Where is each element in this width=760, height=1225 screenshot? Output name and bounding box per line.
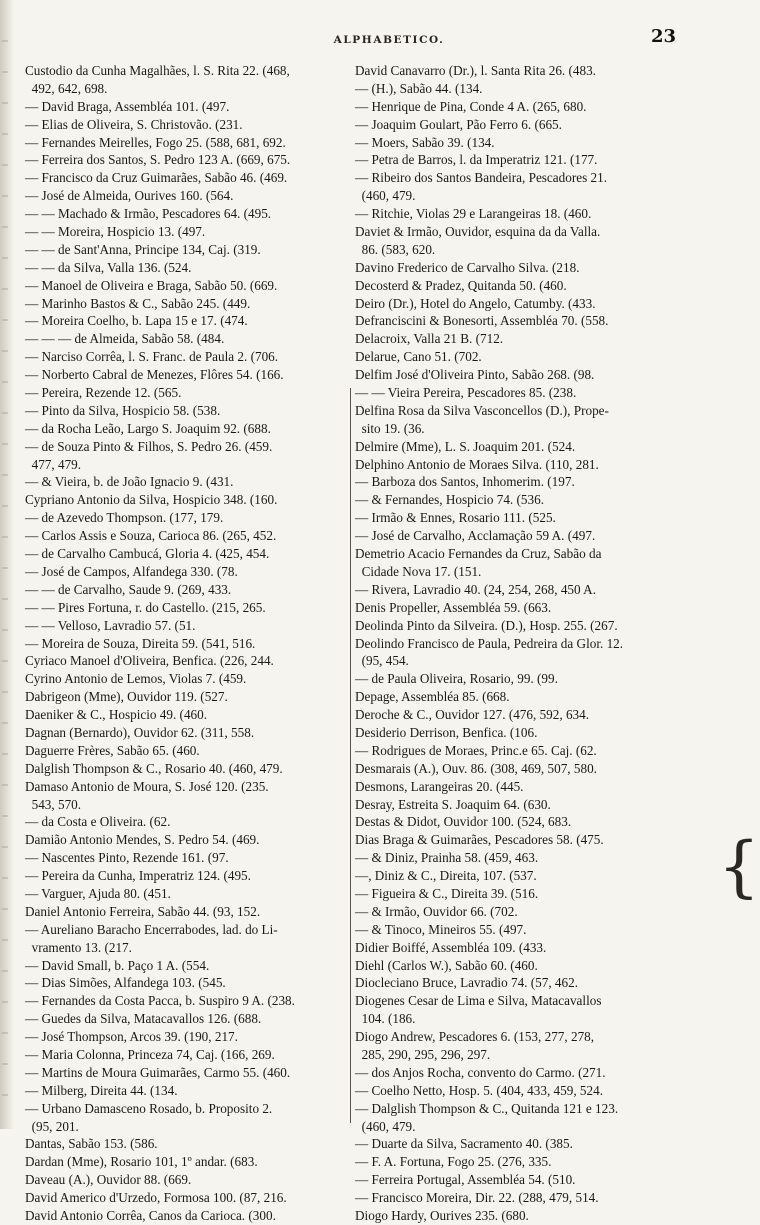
directory-entry-line: — José de Carvalho, Acclamação 59 A. (497. (355, 528, 596, 544)
directory-entry-line: Daviet & Irmão, Ouvidor, esquina da da Valla. (355, 224, 601, 240)
directory-entry-line: — José Thompson, Arcos 39. (190, 217. (25, 1029, 238, 1045)
directory-entry-line: — Francisco da Cruz Guimarães, Sabão 46. (469. (25, 170, 288, 186)
directory-entry-line: Dardan (Mme), Rosario 101, 1º andar. (683. (25, 1154, 258, 1170)
directory-entry-line: Dias Braga & Guimarães, Pescadores 58. (475. (355, 832, 604, 848)
directory-entry-line: Denis Propeller, Assembléa 59. (663. (355, 599, 552, 615)
directory-entry-line: — — da Silva, Valla 136. (524. (25, 259, 192, 275)
directory-entry-line: Delarue, Cano 51. (702. (355, 349, 482, 365)
directory-entry-line: Desray, Estreita S. Joaquim 64. (630. (355, 796, 551, 812)
directory-entry-line: Desiderio Derrison, Benfica. (106. (355, 724, 538, 740)
directory-entry-line: — & Fernandes, Hospicio 74. (536. (355, 492, 544, 508)
directory-entry-line: — — Machado & Irmão, Pescadores 64. (495. (25, 206, 272, 222)
directory-entry-line: — José de Campos, Alfandega 330. (78. (25, 563, 238, 579)
running-title: ALPHABETICO. (333, 34, 445, 46)
directory-entry-line: sito 19. (36. (355, 420, 425, 436)
directory-entry-line: Deroche & C., Ouvidor 127. (476, 592, 634. (355, 707, 590, 723)
directory-entry-line: — Moreira Coelho, b. Lapa 15 e 17. (474. (25, 313, 248, 329)
margin-brace-mark: { (718, 828, 760, 905)
right-column (355, 62, 690, 1225)
page-header (24, 26, 684, 56)
directory-entry-line: — — Moreira, Hospicio 13. (497. (25, 224, 206, 240)
directory-entry-line: — da Rocha Leão, Largo S. Joaquim 92. (688. (25, 420, 271, 436)
directory-entry-line: — Guedes da Silva, Matacavallos 126. (688. (25, 1011, 262, 1027)
directory-entry-line: Daguerre Frères, Sabão 65. (460. (25, 742, 200, 758)
directory-entry-line: 86. (583, 620. (355, 241, 436, 257)
directory-entry-line: Daniel Antonio Ferreira, Sabão 44. (93, 152. (25, 903, 261, 919)
directory-entry-line: — Pinto da Silva, Hospicio 58. (538. (25, 402, 221, 418)
directory-entry-line: Depage, Assembléa 85. (668. (355, 689, 510, 705)
directory-entry-line: — — de Carvalho, Saude 9. (269, 433. (25, 581, 232, 597)
directory-entry-line: Defranciscini & Bonesorti, Assembléa 70. (558. (355, 313, 609, 329)
column-divider (350, 388, 351, 1123)
directory-entry-line: — (H.), Sabão 44. (134. (355, 80, 483, 96)
directory-entry-line: — Moers, Sabão 39. (134. (355, 134, 495, 150)
directory-entry-line: — & Vieira, b. de João Ignacio 9. (431. (25, 474, 234, 490)
directory-entry-line: Damião Antonio Mendes, S. Pedro 54. (469. (25, 832, 260, 848)
directory-entry-line: — Manoel de Oliveira e Braga, Sabão 50. (669. (25, 277, 278, 293)
directory-entry-line: — Ritchie, Violas 29 e Larangeiras 18. (460. (355, 206, 592, 222)
directory-entry-line: 543, 570. (25, 796, 82, 812)
directory-entry-line: — Ribeiro dos Santos Bandeira, Pescadores 21. (355, 170, 607, 186)
directory-entry-line: Delmire (Mme), L. S. Joaquim 201. (524. (355, 438, 576, 454)
directory-entry-line: Daeniker & C., Hospicio 49. (460. (25, 707, 208, 723)
directory-entry-line: Destas & Didot, Ouvidor 100. (524, 683. (355, 814, 572, 830)
directory-entry-line: — Rivera, Lavradio 40. (24, 254, 268, 450 A. (355, 581, 596, 597)
directory-entry-line: (460, 479. (355, 1118, 416, 1134)
directory-entry-line: — Joaquim Goulart, Pão Ferro 6. (665. (355, 116, 562, 132)
directory-entry-line: 104. (186. (355, 1011, 416, 1027)
directory-entry-line: — Moreira de Souza, Direita 59. (541, 516. (25, 635, 256, 651)
directory-entry-line: David Antonio Corrêa, Canos da Carioca. (300. (25, 1208, 276, 1223)
directory-entry-line: Damaso Antonio de Moura, S. José 120. (235. (25, 778, 269, 794)
directory-entry-line: — & Tinoco, Mineiros 55. (497. (355, 921, 527, 937)
directory-entry-line: — Dias Simões, Alfandega 103. (545. (25, 975, 226, 991)
directory-entry-line: 492, 642, 698. (25, 80, 108, 96)
directory-entry-line: Diogo Hardy, Ourives 235. (680. (355, 1208, 529, 1223)
directory-entry-line: Diogo Andrew, Pescadores 6. (153, 277, 278, (355, 1029, 595, 1045)
directory-entry-line: Desmons, Larangeiras 20. (445. (355, 778, 524, 794)
directory-entry-line: — de Souza Pinto & Filhos, S. Pedro 26. (459. (25, 438, 273, 454)
directory-entry-line: — Urbano Damasceno Rosado, b. Proposito 2. (25, 1100, 273, 1116)
directory-entry-line: — Coelho Netto, Hosp. 5. (404, 433, 459, 524. (355, 1082, 603, 1098)
directory-entry-line: Delphino Antonio de Moraes Silva. (110, 281. (355, 456, 599, 472)
directory-entry-line: — Nascentes Pinto, Rezende 161. (97. (25, 850, 229, 866)
directory-entry-line: — de Azevedo Thompson. (177, 179. (25, 510, 224, 526)
directory-entry-line: — Varguer, Ajuda 80. (451. (25, 885, 171, 901)
directory-entry-line: — Petra de Barros, l. da Imperatriz 121. (177. (355, 152, 598, 168)
directory-entry-line: — — Vieira Pereira, Pescadores 85. (238. (355, 385, 577, 401)
directory-entry-line: — Fernandes Meirelles, Fogo 25. (588, 681, 692. (25, 134, 286, 150)
directory-entry-line: Didier Boiffé, Assembléa 109. (433. (355, 939, 547, 955)
directory-entry-line: — Figueira & C., Direita 39. (516. (355, 885, 539, 901)
directory-entry-line: David Americo d'Urzedo, Formosa 100. (87, 216. (25, 1190, 287, 1206)
directory-entry-line: 477, 479. (25, 456, 82, 472)
directory-entry-line: Daveau (A.), Ouvidor 88. (669. (25, 1172, 192, 1188)
directory-entry-line: — Narciso Corrêa, l. S. Franc. de Paula 2. (706. (25, 349, 279, 365)
directory-entry-line: — — Pires Fortuna, r. do Castello. (215, 265. (25, 599, 266, 615)
directory-entry-line: — Fernandes da Costa Pacca, b. Suspiro 9 A. (238. (25, 993, 295, 1009)
directory-entry-line: — Maria Colonna, Princeza 74, Caj. (166, 269. (25, 1046, 275, 1062)
directory-entry-line: Deolindo Francisco de Paula, Pedreira da Glor. 12. (355, 635, 624, 651)
directory-entry-line: — Martins de Moura Guimarães, Carmo 55. (460. (25, 1064, 291, 1080)
directory-entry-line: Dalglish Thompson & C., Rosario 40. (460, 479. (25, 760, 283, 776)
directory-entry-line: — Pereira da Cunha, Imperatriz 124. (495. (25, 868, 251, 884)
directory-entry-line: — de Paula Oliveira, Rosario, 99. (99. (355, 671, 558, 687)
directory-entry-line: — Henrique de Pina, Conde 4 A. (265, 680. (355, 98, 587, 114)
directory-entry-line: Deiro (Dr.), Hotel do Angelo, Catumby. (433. (355, 295, 596, 311)
directory-entry-line: — & Diniz, Prainha 58. (459, 463. (355, 850, 539, 866)
directory-entry-line: Diehl (Carlos W.), Sabão 60. (460. (355, 957, 538, 973)
directory-entry-line: Demetrio Acacio Fernandes da Cruz, Sabão da (355, 546, 602, 562)
directory-entry-line: Deolinda Pinto da Silveira. (D.), Hosp. 255. (267. (355, 617, 618, 633)
directory-entry-line: — — de Sant'Anna, Principe 134, Caj. (319. (25, 241, 261, 257)
directory-entry-line: (95, 201. (25, 1118, 79, 1134)
left-column (25, 62, 350, 1225)
directory-entry-line: — José de Almeida, Ourives 160. (564. (25, 188, 234, 204)
directory-entry-line: — David Small, b. Paço 1 A. (554. (25, 957, 210, 973)
directory-entry-line: — Barboza dos Santos, Inhomerim. (197. (355, 474, 575, 490)
directory-entry-line: — David Braga, Assembléa 101. (497. (25, 98, 230, 114)
directory-entry-line: (460, 479. (355, 188, 416, 204)
directory-entry-line: David Canavarro (Dr.), l. Santa Rita 26. (483. (355, 63, 596, 78)
directory-entry-line: — de Carvalho Cambucá, Gloria 4. (425, 454. (25, 546, 270, 562)
directory-entry-line: — da Costa e Oliveira. (62. (25, 814, 171, 830)
book-spine-stitching (2, 40, 8, 1100)
directory-entry-line: Cypriano Antonio da Silva, Hospicio 348. (160. (25, 492, 278, 508)
directory-entry-line: —, Diniz & C., Direita, 107. (537. (355, 868, 537, 884)
directory-entry-line: Decosterd & Pradez, Quitanda 50. (460. (355, 277, 567, 293)
directory-entry-line: — Ferreira dos Santos, S. Pedro 123 A. (669, 675. (25, 152, 291, 168)
directory-entry-line: — Norberto Cabral de Menezes, Flôres 54. (166. (25, 367, 284, 383)
directory-entry-line: Dabrigeon (Mme), Ouvidor 119. (527. (25, 689, 228, 705)
directory-entry-line: — Marinho Bastos & C., Sabão 245. (449. (25, 295, 251, 311)
directory-entry-line: — Aureliano Baracho Encerrabodes, lad. do Li- (25, 921, 278, 937)
directory-entry-line: — Ferreira Portugal, Assembléa 54. (510. (355, 1172, 576, 1188)
directory-entry-line: — — Velloso, Lavradio 57. (51. (25, 617, 196, 633)
directory-entry-line: — Francisco Moreira, Dir. 22. (288, 479, 514. (355, 1190, 599, 1206)
directory-entry-line: — F. A. Fortuna, Fogo 25. (276, 335. (355, 1154, 552, 1170)
directory-entry-line: Diocleciano Bruce, Lavradio 74. (57, 462. (355, 975, 579, 991)
directory-entry-line: (95, 454. (355, 653, 409, 669)
directory-entry-line: vramento 13. (217. (25, 939, 132, 955)
directory-entry-line: — Carlos Assis e Souza, Carioca 86. (265, 452. (25, 528, 277, 544)
directory-entry-line: Diogenes Cesar de Lima e Silva, Matacavallos (355, 993, 602, 1009)
directory-entry-line: Dagnan (Bernardo), Ouvidor 62. (311, 558. (25, 724, 255, 740)
directory-entry-line: Desmarais (A.), Ouv. 86. (308, 469, 507, 580. (355, 760, 597, 776)
directory-entry-line: Cyriaco Manoel d'Oliveira, Benfica. (226, 244. (25, 653, 274, 669)
directory-entry-line: 285, 290, 295, 296, 297. (355, 1046, 491, 1062)
page-number: 23 (651, 26, 677, 47)
directory-entry-line: — Duarte da Silva, Sacramento 40. (385. (355, 1136, 573, 1152)
directory-entry-line: Delfina Rosa da Silva Vasconcellos (D.), Prope- (355, 402, 609, 418)
directory-entry-line: Delacroix, Valla 21 B. (712. (355, 331, 504, 347)
directory-entry-line: — Milberg, Direita 44. (134. (25, 1082, 178, 1098)
directory-entry-line: Cidade Nova 17. (151. (355, 563, 482, 579)
directory-entry-line: — & Irmão, Ouvidor 66. (702. (355, 903, 518, 919)
directory-entry-line: Cyrino Antonio de Lemos, Violas 7. (459. (25, 671, 247, 687)
directory-entry-line: — Dalglish Thompson & C., Quitanda 121 e 123. (355, 1100, 619, 1116)
directory-entry-line: — dos Anjos Rocha, convento do Carmo. (271. (355, 1064, 606, 1080)
directory-entry-line: Davino Frederico de Carvalho Silva. (218. (355, 259, 580, 275)
directory-entry-line: Delfim José d'Oliveira Pinto, Sabão 268. (98. (355, 367, 595, 383)
directory-entry-line: — — — de Almeida, Sabão 58. (484. (25, 331, 225, 347)
directory-entry-line: — Elias de Oliveira, S. Christovão. (231. (25, 116, 243, 132)
directory-entry-line: Custodio da Cunha Magalhães, l. S. Rita 22. (468, (25, 63, 290, 78)
directory-entry-line: — Pereira, Rezende 12. (565. (25, 385, 182, 401)
directory-entry-line: — Rodrigues de Moraes, Princ.e 65. Caj. (62. (355, 742, 597, 758)
directory-entry-line: — Irmão & Ennes, Rosario 111. (525. (355, 510, 556, 526)
directory-entry-line: Dantas, Sabão 153. (586. (25, 1136, 158, 1152)
